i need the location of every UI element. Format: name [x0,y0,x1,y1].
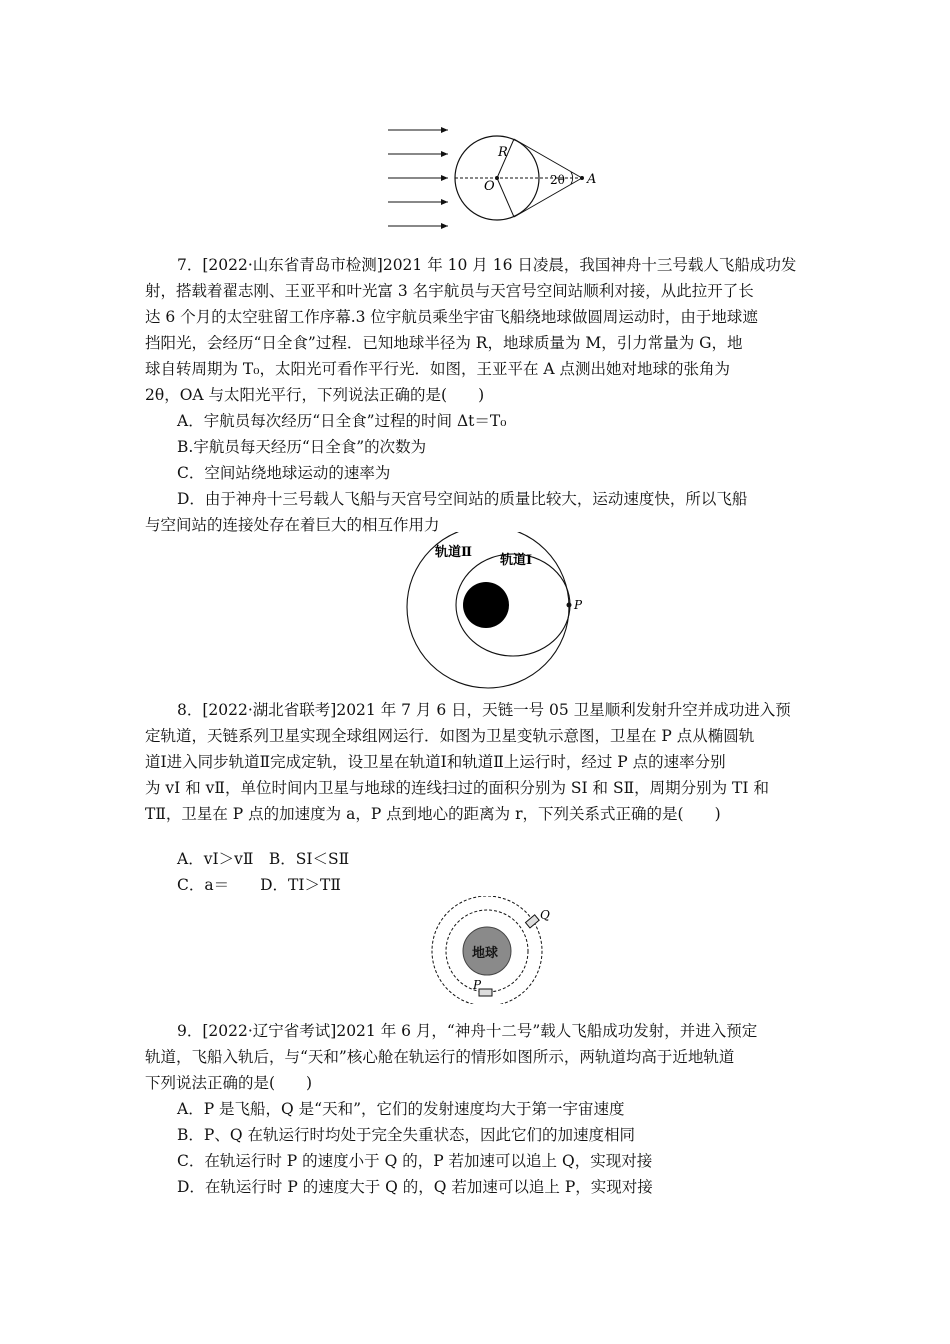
figure-orbit-transfer [398,532,598,692]
option-b: B.宇航员每天经历“日全食”的次数为 [177,438,427,456]
question-8-options [145,846,810,898]
figure-earth-shadow-angle [380,118,610,233]
option-a: A．P 是飞船，Q 是“天和”，它们的发射速度均大于第一宇宙速度 [177,1100,625,1118]
option-d: D．由于神舟十三号载人飞船与天宫号空间站的质量比较大，运动速度快，所以飞船 [177,490,748,508]
option-a: A．宇航员每次经历“日全食”过程的时间 Δt＝T₀ [177,412,507,430]
point-p [567,603,572,608]
label-orbit-2: 轨道Ⅱ [435,545,472,560]
question-stem-line: 7．[2022·山东省青岛市检测]2021 年 10 月 16 日凌晨，我国神舟十三号载人飞船成功发 [177,256,797,274]
question-stem-line: 射，搭载着翟志刚、王亚平和叶光富 3 名宇航员与天宫号空间站顺利对接，从此拉开了长 [145,282,754,300]
question-8 [145,697,810,827]
module-q [525,915,539,928]
label-r: R [498,145,508,160]
earth-disk [463,582,509,628]
label-earth: 地球 [472,946,499,961]
question-stem-line: 球自转周期为 T₀，太阳光可看作平行光．如图，王亚平在 A 点测出她对地球的张角为 [145,360,731,378]
figure-two-orbits [428,896,553,1004]
question-9 [145,1018,810,1200]
label-q: Q [540,908,550,922]
option-d: D．在轨运行时 P 的速度大于 Q 的，Q 若加速可以追上 P，实现对接 [177,1178,653,1196]
question-stem-line: 2θ，OA 与太阳光平行，下列说法正确的是( ) [145,386,485,404]
question-stem-line: TⅡ，卫星在 P 点的加速度为 a，P 点到地心的距离为 r，下列关系式正确的是( ) [145,805,721,823]
question-stem-line: 定轨道，天链系列卫星实现全球组网运行．如图为卫星变轨示意图，卫星在 P 点从椭圆轨 [145,727,755,745]
label-p: P [574,598,583,612]
question-stem-line: 8．[2022·湖北省联考]2021 年 7 月 6 日，天链一号 05 卫星顺利发射升空并成功进入预 [177,701,791,719]
tangent-line-bottom [514,178,582,217]
question-stem-line: 9．[2022·辽宁省考试]2021 年 6 月，“神舟十二号”载人飞船成功发射，并进入预定 [177,1022,758,1040]
label-o: O [484,179,495,194]
tangent-line-top [514,139,582,178]
question-stem-line: 道Ⅰ进入同步轨道Ⅱ完成定轨，设卫星在轨道Ⅰ和轨道Ⅱ上运行时，经过 P 点的速率分别 [145,753,726,771]
option-c: C．空间站绕地球运动的速率为 [177,464,391,482]
question-stem-line: 达 6 个月的太空驻留工作序幕.3 位宇航员乘坐宇宙飞船绕地球做圆周运动时，由于地球遮 [145,308,758,326]
question-stem-line: 为 vⅠ 和 vⅡ，单位时间内卫星与地球的连线扫过的面积分别为 SⅠ 和 SⅡ，周期分别为 TⅠ 和 [145,779,769,797]
option-d-continued: 与空间站的连接处存在着巨大的相互作用力 [145,516,440,534]
options-ab: A．vⅠ＞vⅡ B．SⅠ＜SⅡ [177,850,350,868]
question-stem-line: 轨道，飞船入轨后，与“天和”核心舱在轨运行的情形如图所示，两轨道均高于近地轨道 [145,1048,735,1066]
label-orbit-1: 轨道Ⅰ [500,553,533,568]
option-c: C．在轨运行时 P 的速度小于 Q 的，P 若加速可以追上 Q，实现对接 [177,1152,653,1170]
center-point [495,176,499,180]
question-stem-line: 挡阳光，会经历“日全食”过程．已知地球半径为 R，地球质量为 M，引力常量为 G，地 [145,334,743,352]
label-p: P [473,978,482,992]
sunlight-arrows [388,130,448,226]
option-b: B．P、Q 在轨运行时均处于完全失重状态，因此它们的加速度相同 [177,1126,635,1144]
label-angle: 2θ [550,173,565,187]
options-cd: C．a＝ D．TⅠ＞TⅡ [177,876,341,894]
question-7 [145,252,810,538]
question-stem-line: 下列说法正确的是( ) [145,1074,313,1092]
label-a: A [587,172,597,187]
radius-line-bottom [497,178,514,217]
point-a [580,176,584,180]
